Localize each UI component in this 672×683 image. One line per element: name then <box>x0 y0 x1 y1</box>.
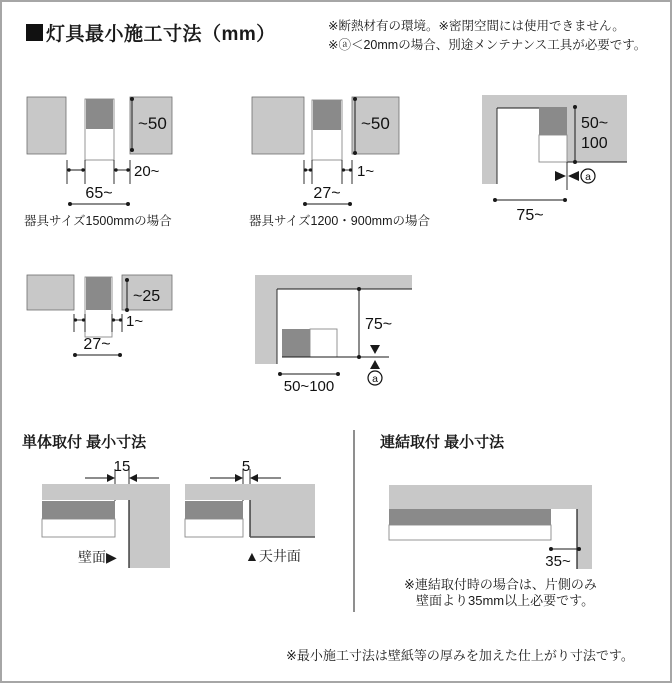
page-title-text: 灯具最小施工寸法（mm） <box>46 24 276 45</box>
linked-mount-note-line1: ※連結取付時の場合は、片側のみ <box>404 577 597 592</box>
wall-face-label: 壁面▶ <box>78 549 117 565</box>
lamp-body <box>389 525 551 540</box>
depth-dim-label: 75~ <box>365 316 393 333</box>
ceiling-block-left <box>27 97 66 154</box>
wall-strip-left <box>482 95 497 184</box>
page-title <box>26 19 276 46</box>
width-dim-label: 75~ <box>516 207 544 224</box>
wall-block <box>129 500 170 568</box>
depth-dim-label: ~25 <box>133 288 161 305</box>
fixture-housing <box>539 107 567 135</box>
ceiling-face-label: ▲天井面 <box>245 548 301 564</box>
linked-mount-note-line2: 壁面より35mm以上必要です。 <box>416 593 595 608</box>
arrow-up-icon <box>370 360 380 369</box>
side-gap-dim-label: 1~ <box>357 163 375 180</box>
diagram-corner-right <box>477 90 637 235</box>
diagram-recess-1500 <box>17 92 207 227</box>
width-dim-label: 27~ <box>83 336 111 353</box>
ceiling-band <box>42 484 170 500</box>
ceiling-band <box>185 484 315 500</box>
width-dim-label: 27~ <box>313 185 341 202</box>
lamp-body <box>185 519 243 537</box>
width-dim-label: 50~100 <box>283 378 335 395</box>
lamp-body <box>539 135 567 162</box>
side-gap-dim-label: 1~ <box>126 313 144 330</box>
wall-strip-left <box>255 275 277 364</box>
ceiling-clearance-label: 5 <box>241 458 251 475</box>
linked-mount-diagram <box>382 480 597 575</box>
arrow-left-icon <box>250 474 258 482</box>
gap-mark-label: a <box>585 171 591 183</box>
lamp-body <box>310 329 337 357</box>
linked-mount-title: 連結取付 最小寸法 <box>380 434 505 451</box>
ceiling-band <box>389 485 592 509</box>
fixture-housing <box>86 99 113 129</box>
fixture-housing <box>282 329 310 357</box>
fixture-housing <box>42 501 115 519</box>
caption-1500: 器具サイズ1500mmの場合 <box>24 214 172 228</box>
gap-mark-label: a <box>372 373 378 385</box>
caption-1200-900: 器具サイズ1200・900mmの場合 <box>249 214 430 228</box>
arrow-right-icon <box>107 474 115 482</box>
diagram-recess-shallow <box>17 267 197 362</box>
ceiling-band <box>482 95 627 108</box>
depth-dim-label-1: 50~ <box>581 115 609 132</box>
arrow-left-icon <box>568 171 579 181</box>
depth-dim-label: ~50 <box>138 114 167 133</box>
black-square-icon <box>26 24 43 41</box>
ceiling-band <box>255 275 412 289</box>
diagram-corner-side <box>247 267 417 397</box>
header-note-line1: ※断熱材有の環境。※密閉空間には使用できません。 <box>328 19 625 33</box>
fixture-housing <box>185 501 243 519</box>
arrow-down-icon <box>370 345 380 354</box>
ceiling-block-left <box>252 97 304 154</box>
wall-clearance-label: 15 <box>113 458 131 475</box>
single-mount-title: 単体取付 最小寸法 <box>22 434 147 451</box>
ceiling-block <box>250 500 315 537</box>
fixture-housing <box>313 100 341 130</box>
side-gap-dim-label: 20~ <box>134 163 160 180</box>
width-dim-label: 65~ <box>85 185 113 202</box>
fixture-housing <box>86 277 111 310</box>
depth-dim-label: ~50 <box>361 114 390 133</box>
arrow-left-icon <box>129 474 137 482</box>
lamp-body <box>42 519 115 537</box>
arrow-right-icon <box>555 171 566 181</box>
header-note-line2: ※ⓐ＜20mmの場合、別途メンテナンス工具が必要です。 <box>328 37 647 52</box>
footer-note: ※最小施工寸法は壁紙等の厚みを加えた仕上がり寸法です。 <box>286 648 634 663</box>
fixture-housing <box>389 509 551 525</box>
arrow-right-icon <box>235 474 243 482</box>
diagram-recess-1200-900 <box>247 92 412 227</box>
depth-dim-label-2: 100 <box>581 135 608 152</box>
ceiling-block-left <box>27 275 74 310</box>
wall-block <box>577 509 592 569</box>
header-notes <box>328 17 646 55</box>
section-divider <box>353 430 355 612</box>
clearance-dim-label: 35~ <box>545 553 571 570</box>
